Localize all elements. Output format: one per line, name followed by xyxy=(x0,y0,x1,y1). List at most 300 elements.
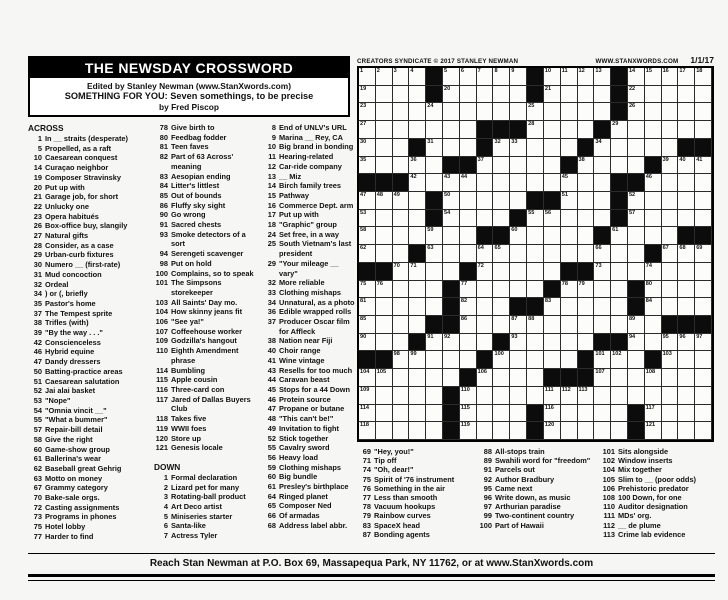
grid-cell[interactable] xyxy=(544,210,561,228)
grid-cell[interactable] xyxy=(443,334,460,352)
grid-cell[interactable] xyxy=(527,387,544,405)
grid-cell[interactable] xyxy=(426,298,443,316)
grid-cell[interactable] xyxy=(493,263,510,281)
grid-cell[interactable] xyxy=(376,387,393,405)
grid-cell[interactable] xyxy=(393,316,410,334)
grid-cell[interactable] xyxy=(426,227,443,245)
grid-cell[interactable] xyxy=(359,334,376,352)
grid-cell[interactable] xyxy=(695,387,712,405)
grid-cell[interactable] xyxy=(376,245,393,263)
grid-cell[interactable] xyxy=(578,157,595,175)
grid-cell[interactable] xyxy=(493,298,510,316)
grid-cell[interactable] xyxy=(376,157,393,175)
grid-cell[interactable] xyxy=(628,369,645,387)
grid-cell[interactable] xyxy=(695,281,712,299)
grid-cell[interactable] xyxy=(611,157,628,175)
grid-cell[interactable] xyxy=(561,316,578,334)
grid-cell[interactable] xyxy=(359,387,376,405)
grid-cell[interactable] xyxy=(477,281,494,299)
grid-cell[interactable] xyxy=(493,86,510,104)
grid-cell[interactable] xyxy=(678,210,695,228)
grid-cell[interactable] xyxy=(561,351,578,369)
grid-cell[interactable] xyxy=(611,387,628,405)
grid-cell[interactable] xyxy=(443,263,460,281)
grid-cell[interactable] xyxy=(409,351,426,369)
grid-cell[interactable] xyxy=(695,263,712,281)
grid-cell[interactable] xyxy=(662,139,679,157)
grid-cell[interactable] xyxy=(393,387,410,405)
grid-cell[interactable] xyxy=(477,68,494,86)
grid-cell[interactable] xyxy=(594,103,611,121)
grid-cell[interactable] xyxy=(477,369,494,387)
grid-cell[interactable] xyxy=(678,334,695,352)
grid-cell[interactable] xyxy=(662,298,679,316)
grid-cell[interactable] xyxy=(662,369,679,387)
grid-cell[interactable] xyxy=(578,334,595,352)
grid-cell[interactable] xyxy=(628,103,645,121)
grid-cell[interactable] xyxy=(460,387,477,405)
grid-cell[interactable] xyxy=(662,86,679,104)
grid-cell[interactable] xyxy=(460,316,477,334)
grid-cell[interactable] xyxy=(393,405,410,423)
grid-cell[interactable] xyxy=(493,351,510,369)
grid-cell[interactable] xyxy=(460,103,477,121)
grid-cell[interactable] xyxy=(662,68,679,86)
grid-cell[interactable] xyxy=(477,192,494,210)
grid-cell[interactable] xyxy=(594,245,611,263)
grid-cell[interactable] xyxy=(426,139,443,157)
grid-cell[interactable] xyxy=(510,316,527,334)
grid-cell[interactable] xyxy=(393,351,410,369)
grid-cell[interactable] xyxy=(645,263,662,281)
grid-cell[interactable] xyxy=(695,351,712,369)
grid-cell[interactable] xyxy=(594,210,611,228)
grid-cell[interactable] xyxy=(594,405,611,423)
grid-cell[interactable] xyxy=(376,139,393,157)
grid-cell[interactable] xyxy=(477,316,494,334)
grid-cell[interactable] xyxy=(544,227,561,245)
grid-cell[interactable] xyxy=(662,210,679,228)
grid-cell[interactable] xyxy=(527,245,544,263)
grid-cell[interactable] xyxy=(695,422,712,440)
grid-cell[interactable] xyxy=(628,334,645,352)
grid-cell[interactable] xyxy=(510,281,527,299)
grid-cell[interactable] xyxy=(359,86,376,104)
grid-cell[interactable] xyxy=(628,139,645,157)
grid-cell[interactable] xyxy=(493,139,510,157)
grid-cell[interactable] xyxy=(544,68,561,86)
grid-cell[interactable] xyxy=(409,174,426,192)
grid-cell[interactable] xyxy=(376,68,393,86)
grid-cell[interactable] xyxy=(645,227,662,245)
grid-cell[interactable] xyxy=(443,103,460,121)
grid-cell[interactable] xyxy=(477,103,494,121)
grid-cell[interactable] xyxy=(561,245,578,263)
grid-cell[interactable] xyxy=(376,210,393,228)
grid-cell[interactable] xyxy=(493,103,510,121)
grid-cell[interactable] xyxy=(645,210,662,228)
grid-cell[interactable] xyxy=(544,139,561,157)
grid-cell[interactable] xyxy=(611,369,628,387)
grid-cell[interactable] xyxy=(611,281,628,299)
grid-cell[interactable] xyxy=(393,139,410,157)
grid-cell[interactable] xyxy=(695,103,712,121)
grid-cell[interactable] xyxy=(645,174,662,192)
grid-cell[interactable] xyxy=(393,422,410,440)
grid-cell[interactable] xyxy=(695,334,712,352)
grid-cell[interactable] xyxy=(376,369,393,387)
grid-cell[interactable] xyxy=(359,121,376,139)
grid-cell[interactable] xyxy=(678,263,695,281)
grid-cell[interactable] xyxy=(510,334,527,352)
grid-cell[interactable] xyxy=(628,227,645,245)
grid-cell[interactable] xyxy=(645,103,662,121)
grid-cell[interactable] xyxy=(628,157,645,175)
grid-cell[interactable] xyxy=(477,263,494,281)
grid-cell[interactable] xyxy=(477,405,494,423)
grid-cell[interactable] xyxy=(443,369,460,387)
grid-cell[interactable] xyxy=(527,121,544,139)
grid-cell[interactable] xyxy=(578,86,595,104)
grid-cell[interactable] xyxy=(695,192,712,210)
grid-cell[interactable] xyxy=(510,68,527,86)
grid-cell[interactable] xyxy=(561,139,578,157)
grid-cell[interactable] xyxy=(561,86,578,104)
grid-cell[interactable] xyxy=(510,192,527,210)
grid-cell[interactable] xyxy=(359,316,376,334)
grid-cell[interactable] xyxy=(409,68,426,86)
grid-cell[interactable] xyxy=(510,139,527,157)
grid-cell[interactable] xyxy=(477,245,494,263)
grid-cell[interactable] xyxy=(645,334,662,352)
grid-cell[interactable] xyxy=(678,387,695,405)
grid-cell[interactable] xyxy=(695,157,712,175)
grid-cell[interactable] xyxy=(460,68,477,86)
grid-cell[interactable] xyxy=(678,245,695,263)
grid-cell[interactable] xyxy=(594,86,611,104)
grid-cell[interactable] xyxy=(578,103,595,121)
grid-cell[interactable] xyxy=(594,174,611,192)
grid-cell[interactable] xyxy=(393,121,410,139)
grid-cell[interactable] xyxy=(544,351,561,369)
grid-cell[interactable] xyxy=(695,405,712,423)
grid-cell[interactable] xyxy=(426,103,443,121)
grid-cell[interactable] xyxy=(628,263,645,281)
grid-cell[interactable] xyxy=(578,405,595,423)
grid-cell[interactable] xyxy=(662,121,679,139)
grid-cell[interactable] xyxy=(409,210,426,228)
grid-cell[interactable] xyxy=(409,157,426,175)
grid-cell[interactable] xyxy=(645,405,662,423)
grid-cell[interactable] xyxy=(578,298,595,316)
grid-cell[interactable] xyxy=(409,405,426,423)
grid-cell[interactable] xyxy=(493,68,510,86)
grid-cell[interactable] xyxy=(376,281,393,299)
grid-cell[interactable] xyxy=(662,157,679,175)
grid-cell[interactable] xyxy=(376,227,393,245)
grid-cell[interactable] xyxy=(695,121,712,139)
grid-cell[interactable] xyxy=(611,298,628,316)
grid-cell[interactable] xyxy=(645,422,662,440)
grid-cell[interactable] xyxy=(393,334,410,352)
grid-cell[interactable] xyxy=(594,369,611,387)
grid-cell[interactable] xyxy=(594,422,611,440)
grid-cell[interactable] xyxy=(426,405,443,423)
grid-cell[interactable] xyxy=(460,192,477,210)
grid-cell[interactable] xyxy=(527,351,544,369)
grid-cell[interactable] xyxy=(493,422,510,440)
grid-cell[interactable] xyxy=(527,316,544,334)
grid-cell[interactable] xyxy=(527,263,544,281)
grid-cell[interactable] xyxy=(359,103,376,121)
grid-cell[interactable] xyxy=(409,227,426,245)
grid-cell[interactable] xyxy=(645,192,662,210)
grid-cell[interactable] xyxy=(409,298,426,316)
grid-cell[interactable] xyxy=(359,422,376,440)
grid-cell[interactable] xyxy=(645,298,662,316)
grid-cell[interactable] xyxy=(678,405,695,423)
grid-cell[interactable] xyxy=(678,192,695,210)
grid-cell[interactable] xyxy=(460,139,477,157)
grid-cell[interactable] xyxy=(426,157,443,175)
grid-cell[interactable] xyxy=(678,103,695,121)
grid-cell[interactable] xyxy=(477,387,494,405)
grid-cell[interactable] xyxy=(510,387,527,405)
grid-cell[interactable] xyxy=(493,210,510,228)
grid-cell[interactable] xyxy=(426,174,443,192)
grid-cell[interactable] xyxy=(561,210,578,228)
grid-cell[interactable] xyxy=(611,227,628,245)
grid-cell[interactable] xyxy=(527,157,544,175)
grid-cell[interactable] xyxy=(493,192,510,210)
grid-cell[interactable] xyxy=(695,210,712,228)
grid-cell[interactable] xyxy=(460,405,477,423)
grid-cell[interactable] xyxy=(645,121,662,139)
grid-cell[interactable] xyxy=(477,86,494,104)
grid-cell[interactable] xyxy=(662,351,679,369)
grid-cell[interactable] xyxy=(527,103,544,121)
grid-cell[interactable] xyxy=(578,121,595,139)
grid-cell[interactable] xyxy=(544,245,561,263)
grid-cell[interactable] xyxy=(409,369,426,387)
grid-cell[interactable] xyxy=(393,369,410,387)
grid-cell[interactable] xyxy=(527,139,544,157)
grid-cell[interactable] xyxy=(393,210,410,228)
grid-cell[interactable] xyxy=(393,263,410,281)
grid-cell[interactable] xyxy=(376,405,393,423)
grid-cell[interactable] xyxy=(544,263,561,281)
grid-cell[interactable] xyxy=(662,405,679,423)
grid-cell[interactable] xyxy=(393,281,410,299)
grid-cell[interactable] xyxy=(443,174,460,192)
grid-cell[interactable] xyxy=(426,387,443,405)
grid-cell[interactable] xyxy=(544,86,561,104)
grid-cell[interactable] xyxy=(477,174,494,192)
grid-cell[interactable] xyxy=(561,387,578,405)
grid-cell[interactable] xyxy=(527,227,544,245)
grid-cell[interactable] xyxy=(544,103,561,121)
grid-cell[interactable] xyxy=(376,86,393,104)
grid-cell[interactable] xyxy=(561,298,578,316)
grid-cell[interactable] xyxy=(460,422,477,440)
grid-cell[interactable] xyxy=(561,227,578,245)
grid-cell[interactable] xyxy=(409,86,426,104)
grid-cell[interactable] xyxy=(628,351,645,369)
grid-cell[interactable] xyxy=(662,334,679,352)
grid-cell[interactable] xyxy=(477,210,494,228)
grid-cell[interactable] xyxy=(426,369,443,387)
grid-cell[interactable] xyxy=(645,139,662,157)
grid-cell[interactable] xyxy=(561,103,578,121)
grid-cell[interactable] xyxy=(443,227,460,245)
grid-cell[interactable] xyxy=(544,387,561,405)
grid-cell[interactable] xyxy=(561,334,578,352)
grid-cell[interactable] xyxy=(611,405,628,423)
grid-cell[interactable] xyxy=(409,387,426,405)
grid-cell[interactable] xyxy=(645,281,662,299)
grid-cell[interactable] xyxy=(443,351,460,369)
grid-cell[interactable] xyxy=(426,281,443,299)
grid-cell[interactable] xyxy=(544,157,561,175)
grid-cell[interactable] xyxy=(628,121,645,139)
grid-cell[interactable] xyxy=(628,245,645,263)
grid-cell[interactable] xyxy=(645,68,662,86)
grid-cell[interactable] xyxy=(611,422,628,440)
grid-cell[interactable] xyxy=(678,86,695,104)
grid-cell[interactable] xyxy=(510,245,527,263)
grid-cell[interactable] xyxy=(544,316,561,334)
grid-cell[interactable] xyxy=(561,68,578,86)
grid-cell[interactable] xyxy=(460,210,477,228)
grid-cell[interactable] xyxy=(594,298,611,316)
grid-cell[interactable] xyxy=(359,227,376,245)
grid-cell[interactable] xyxy=(393,245,410,263)
grid-cell[interactable] xyxy=(594,263,611,281)
grid-cell[interactable] xyxy=(561,422,578,440)
grid-cell[interactable] xyxy=(611,263,628,281)
grid-cell[interactable] xyxy=(493,405,510,423)
grid-cell[interactable] xyxy=(409,263,426,281)
grid-cell[interactable] xyxy=(561,174,578,192)
grid-cell[interactable] xyxy=(594,139,611,157)
grid-cell[interactable] xyxy=(678,369,695,387)
grid-cell[interactable] xyxy=(544,121,561,139)
grid-cell[interactable] xyxy=(510,351,527,369)
grid-cell[interactable] xyxy=(443,121,460,139)
grid-cell[interactable] xyxy=(594,387,611,405)
grid-cell[interactable] xyxy=(359,210,376,228)
grid-cell[interactable] xyxy=(393,103,410,121)
grid-cell[interactable] xyxy=(460,245,477,263)
grid-cell[interactable] xyxy=(678,422,695,440)
grid-cell[interactable] xyxy=(695,298,712,316)
grid-cell[interactable] xyxy=(578,281,595,299)
grid-cell[interactable] xyxy=(527,174,544,192)
grid-cell[interactable] xyxy=(359,68,376,86)
grid-cell[interactable] xyxy=(662,245,679,263)
grid-cell[interactable] xyxy=(510,405,527,423)
grid-cell[interactable] xyxy=(678,157,695,175)
grid-cell[interactable] xyxy=(359,405,376,423)
grid-cell[interactable] xyxy=(359,298,376,316)
grid-cell[interactable] xyxy=(443,210,460,228)
grid-cell[interactable] xyxy=(628,210,645,228)
grid-cell[interactable] xyxy=(359,192,376,210)
grid-cell[interactable] xyxy=(493,369,510,387)
grid-cell[interactable] xyxy=(527,334,544,352)
grid-cell[interactable] xyxy=(460,298,477,316)
grid-cell[interactable] xyxy=(578,422,595,440)
grid-cell[interactable] xyxy=(645,316,662,334)
grid-cell[interactable] xyxy=(695,86,712,104)
grid-cell[interactable] xyxy=(628,316,645,334)
grid-cell[interactable] xyxy=(628,68,645,86)
grid-cell[interactable] xyxy=(645,369,662,387)
grid-cell[interactable] xyxy=(645,387,662,405)
grid-cell[interactable] xyxy=(678,281,695,299)
grid-cell[interactable] xyxy=(662,422,679,440)
grid-cell[interactable] xyxy=(443,139,460,157)
grid-cell[interactable] xyxy=(628,86,645,104)
grid-cell[interactable] xyxy=(359,139,376,157)
grid-cell[interactable] xyxy=(527,369,544,387)
grid-cell[interactable] xyxy=(409,103,426,121)
grid-cell[interactable] xyxy=(578,210,595,228)
grid-cell[interactable] xyxy=(443,68,460,86)
grid-cell[interactable] xyxy=(376,298,393,316)
grid-cell[interactable] xyxy=(611,121,628,139)
grid-cell[interactable] xyxy=(645,86,662,104)
grid-cell[interactable] xyxy=(393,227,410,245)
grid-cell[interactable] xyxy=(662,263,679,281)
grid-cell[interactable] xyxy=(561,192,578,210)
grid-cell[interactable] xyxy=(460,351,477,369)
grid-cell[interactable] xyxy=(510,369,527,387)
grid-cell[interactable] xyxy=(493,281,510,299)
grid-cell[interactable] xyxy=(678,174,695,192)
grid-cell[interactable] xyxy=(578,316,595,334)
grid-cell[interactable] xyxy=(460,227,477,245)
grid-cell[interactable] xyxy=(578,245,595,263)
grid-cell[interactable] xyxy=(544,298,561,316)
grid-cell[interactable] xyxy=(695,245,712,263)
grid-cell[interactable] xyxy=(477,422,494,440)
grid-cell[interactable] xyxy=(376,334,393,352)
grid-cell[interactable] xyxy=(594,157,611,175)
grid-cell[interactable] xyxy=(544,174,561,192)
grid-cell[interactable] xyxy=(594,192,611,210)
grid-cell[interactable] xyxy=(544,405,561,423)
grid-cell[interactable] xyxy=(493,157,510,175)
grid-cell[interactable] xyxy=(510,86,527,104)
grid-cell[interactable] xyxy=(695,174,712,192)
grid-cell[interactable] xyxy=(510,263,527,281)
grid-cell[interactable] xyxy=(376,192,393,210)
grid-cell[interactable] xyxy=(393,157,410,175)
grid-cell[interactable] xyxy=(477,298,494,316)
grid-cell[interactable] xyxy=(594,351,611,369)
grid-cell[interactable] xyxy=(426,121,443,139)
grid-cell[interactable] xyxy=(426,334,443,352)
grid-cell[interactable] xyxy=(443,245,460,263)
grid-cell[interactable] xyxy=(510,422,527,440)
grid-cell[interactable] xyxy=(477,157,494,175)
grid-cell[interactable] xyxy=(409,422,426,440)
grid-cell[interactable] xyxy=(578,68,595,86)
grid-cell[interactable] xyxy=(611,351,628,369)
grid-cell[interactable] xyxy=(359,157,376,175)
grid-cell[interactable] xyxy=(460,86,477,104)
